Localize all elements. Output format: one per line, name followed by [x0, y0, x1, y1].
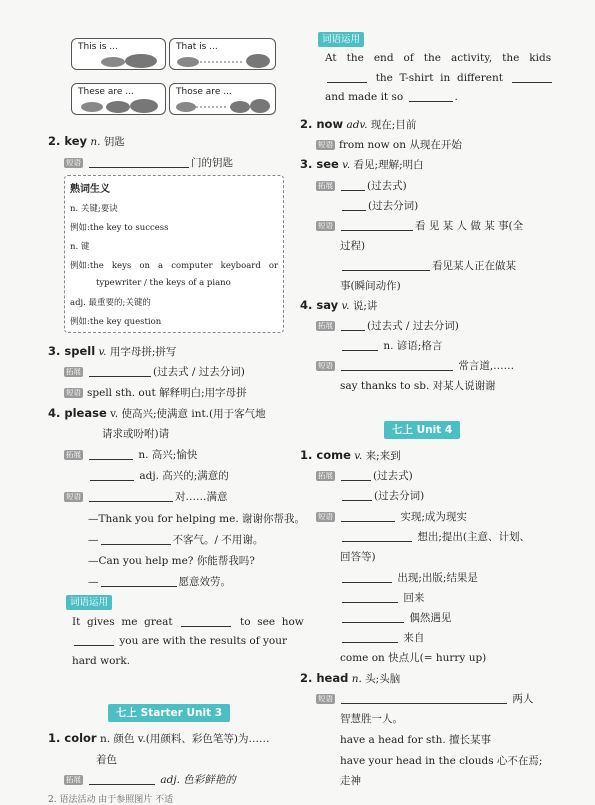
- answer-blank[interactable]: [342, 260, 430, 271]
- head-phrase2: have a head for sth. 擅长某事: [340, 734, 492, 746]
- come-phrase3: 出现;出版;结果是: [340, 570, 478, 585]
- exercise-line: you are with the results of your: [72, 635, 287, 647]
- cut-off-line: 2. 语法活动 由于参照图片 不适: [48, 795, 174, 805]
- see-phrase1: 短语 看 见 某 人 做 某 事(全: [318, 220, 524, 232]
- exercise-line: and made it so .: [325, 91, 458, 103]
- answer-blank[interactable]: [101, 576, 177, 587]
- box-title: 熟词生义: [70, 184, 110, 195]
- answer-blank[interactable]: [341, 320, 365, 331]
- box-line: n. 关键;要诀: [70, 204, 118, 214]
- come-phrase6: 来自: [340, 630, 424, 645]
- head-phrase3-cont: 走神: [340, 775, 361, 787]
- word-use-label: 词语运用: [66, 595, 112, 610]
- exercise-line: the T-shirt in different: [325, 72, 554, 84]
- come-phrase7: come on 快点儿(= hurry up): [340, 652, 487, 664]
- box-line: 例如:the key question: [70, 317, 162, 327]
- box-line: 例如:the keys on a computer keyboard or: [70, 261, 279, 271]
- say-phrase2: say thanks to sb. 对某人说谢谢: [340, 380, 496, 392]
- see-phrase2: 看见某人正在做某: [340, 258, 516, 273]
- come-phrase1: 短语 实现;成为现实: [318, 511, 467, 523]
- answer-blank[interactable]: [89, 774, 155, 785]
- exercise-line: At the end of the activity, the kids: [325, 52, 552, 64]
- answer-blank[interactable]: [89, 449, 133, 460]
- say-ext2: n. 谚语;格言: [340, 338, 442, 353]
- this-is-picture: [71, 38, 166, 70]
- answer-blank[interactable]: [327, 72, 367, 83]
- phrase-tag: 短语: [66, 158, 81, 167]
- see-ext2: (过去分词): [340, 198, 418, 213]
- please-line2: 请求或吩咐)请: [102, 428, 170, 440]
- entry-key: 2. key n. 钥匙: [48, 134, 125, 148]
- entry-now: 2. now adv. 现在;目前: [300, 117, 417, 131]
- hand-pointing-icon: [174, 98, 272, 114]
- box-line: 例如:the key to success: [70, 223, 169, 233]
- answer-blank[interactable]: [341, 470, 371, 481]
- come-phrase4: 回来: [340, 590, 424, 605]
- spell-phrase: 短语 spell sth. out 解释明白;用字母拼: [66, 387, 247, 399]
- answer-blank[interactable]: [181, 616, 231, 627]
- see-ext1: 拓展 (过去式): [318, 180, 407, 192]
- entry-spell: 3. spell v. 用字母拼;拼写: [48, 344, 177, 358]
- exercise-line: hard work.: [72, 655, 131, 667]
- entry-color: 1. color n. 颜色 v.(用颜料、彩色笔等)为……: [48, 731, 270, 745]
- head-phrase1-cont: 智慧胜一人。: [340, 713, 403, 725]
- dialog-line: —Thank you for helping me. 谢谢你帮我。: [88, 513, 305, 525]
- come-phrase2-cont: 回答等): [340, 551, 376, 563]
- head-phrase1: 短语 两人: [318, 693, 534, 705]
- hand-pointing-icon: [97, 53, 163, 69]
- dialog-line: — 不客气。/ 不用谢。: [88, 534, 264, 546]
- answer-blank[interactable]: [101, 534, 171, 545]
- answer-blank[interactable]: [341, 180, 365, 191]
- please-phrase: 短语 对……满意: [66, 491, 228, 503]
- please-ext2: adj. 高兴的;满意的: [88, 468, 229, 483]
- dialog-line: — 愿意效劳。: [88, 576, 231, 588]
- picture-label: These are ...: [78, 87, 134, 97]
- unit-header: 七上 Starter Unit 3: [108, 704, 230, 722]
- entry-come: 1. come v. 来;来到: [300, 448, 401, 462]
- box-line: typewriter / the keys of a piano: [96, 278, 231, 288]
- box-line: n. 键: [70, 242, 90, 252]
- say-ext1: 拓展 (过去式 / 过去分词): [318, 320, 459, 332]
- color-ext: 拓展 adj. 色彩鲜艳的: [66, 774, 236, 786]
- answer-blank[interactable]: [342, 531, 412, 542]
- answer-blank[interactable]: [89, 157, 189, 168]
- new-meanings-box: [64, 175, 284, 333]
- dialog-line: —Can you help me? 你能帮我吗?: [88, 555, 255, 567]
- picture-label: That is ...: [176, 42, 218, 52]
- unit-header: 七上 Unit 4: [384, 421, 460, 439]
- answer-blank[interactable]: [342, 572, 392, 583]
- these-are-picture: [71, 83, 166, 115]
- exercise-line: It gives me great to see how: [72, 616, 304, 628]
- entry-head: 2. head n. 头;头脑: [300, 671, 401, 685]
- answer-blank[interactable]: [342, 612, 404, 623]
- answer-blank[interactable]: [342, 340, 378, 351]
- spell-ext: 拓展 (过去式 / 过去分词): [66, 366, 245, 378]
- head-phrase3: have your head in the clouds 心不在焉;: [340, 755, 543, 767]
- entry-see: 3. see v. 看见;理解;明白: [300, 157, 424, 171]
- hand-pointing-icon: [78, 98, 163, 114]
- answer-blank[interactable]: [342, 200, 366, 211]
- answer-blank[interactable]: [341, 511, 395, 522]
- those-are-picture: [169, 83, 276, 115]
- picture-label: Those are ...: [176, 87, 232, 97]
- that-is-picture: [169, 38, 276, 70]
- answer-blank[interactable]: [342, 592, 398, 603]
- answer-blank[interactable]: [342, 490, 372, 501]
- answer-blank[interactable]: [89, 491, 173, 502]
- come-ext1: 拓展 (过去式): [318, 470, 413, 482]
- see-phrase1-cont: 过程): [340, 240, 366, 252]
- word-use-label: 词语运用: [318, 32, 364, 47]
- answer-blank[interactable]: [341, 220, 413, 231]
- come-phrase5: 偶然遇见: [340, 610, 451, 625]
- answer-blank[interactable]: [74, 635, 114, 646]
- say-phrase1: 短语 常言道,……: [318, 360, 515, 372]
- box-line: adj. 最重要的;关键的: [70, 298, 151, 308]
- answer-blank[interactable]: [341, 360, 453, 371]
- come-ext2: (过去分词): [340, 488, 424, 503]
- entry-please: 4. please v. 使高兴;使满意 int.(用于客气地: [48, 406, 266, 420]
- now-phrase: 短语 from now on 从现在开始: [318, 139, 462, 151]
- picture-label: This is ...: [78, 42, 118, 52]
- answer-blank[interactable]: [512, 72, 552, 83]
- answer-blank[interactable]: [409, 91, 453, 102]
- color-line2: 着色: [96, 754, 117, 766]
- please-ext1: 拓展 n. 高兴;愉快: [66, 449, 198, 461]
- answer-blank[interactable]: [341, 693, 507, 704]
- entry-say: 4. say v. 说;讲: [300, 298, 378, 312]
- come-phrase2: 想出;提出(主意、计划、: [340, 529, 530, 544]
- key-phrase: 短语 门的钥匙: [66, 157, 233, 169]
- answer-blank[interactable]: [90, 470, 134, 481]
- hand-pointing-icon: [174, 53, 272, 69]
- see-phrase2-cont: 事(瞬间动作): [340, 280, 401, 292]
- answer-blank[interactable]: [89, 366, 151, 377]
- answer-blank[interactable]: [342, 632, 398, 643]
